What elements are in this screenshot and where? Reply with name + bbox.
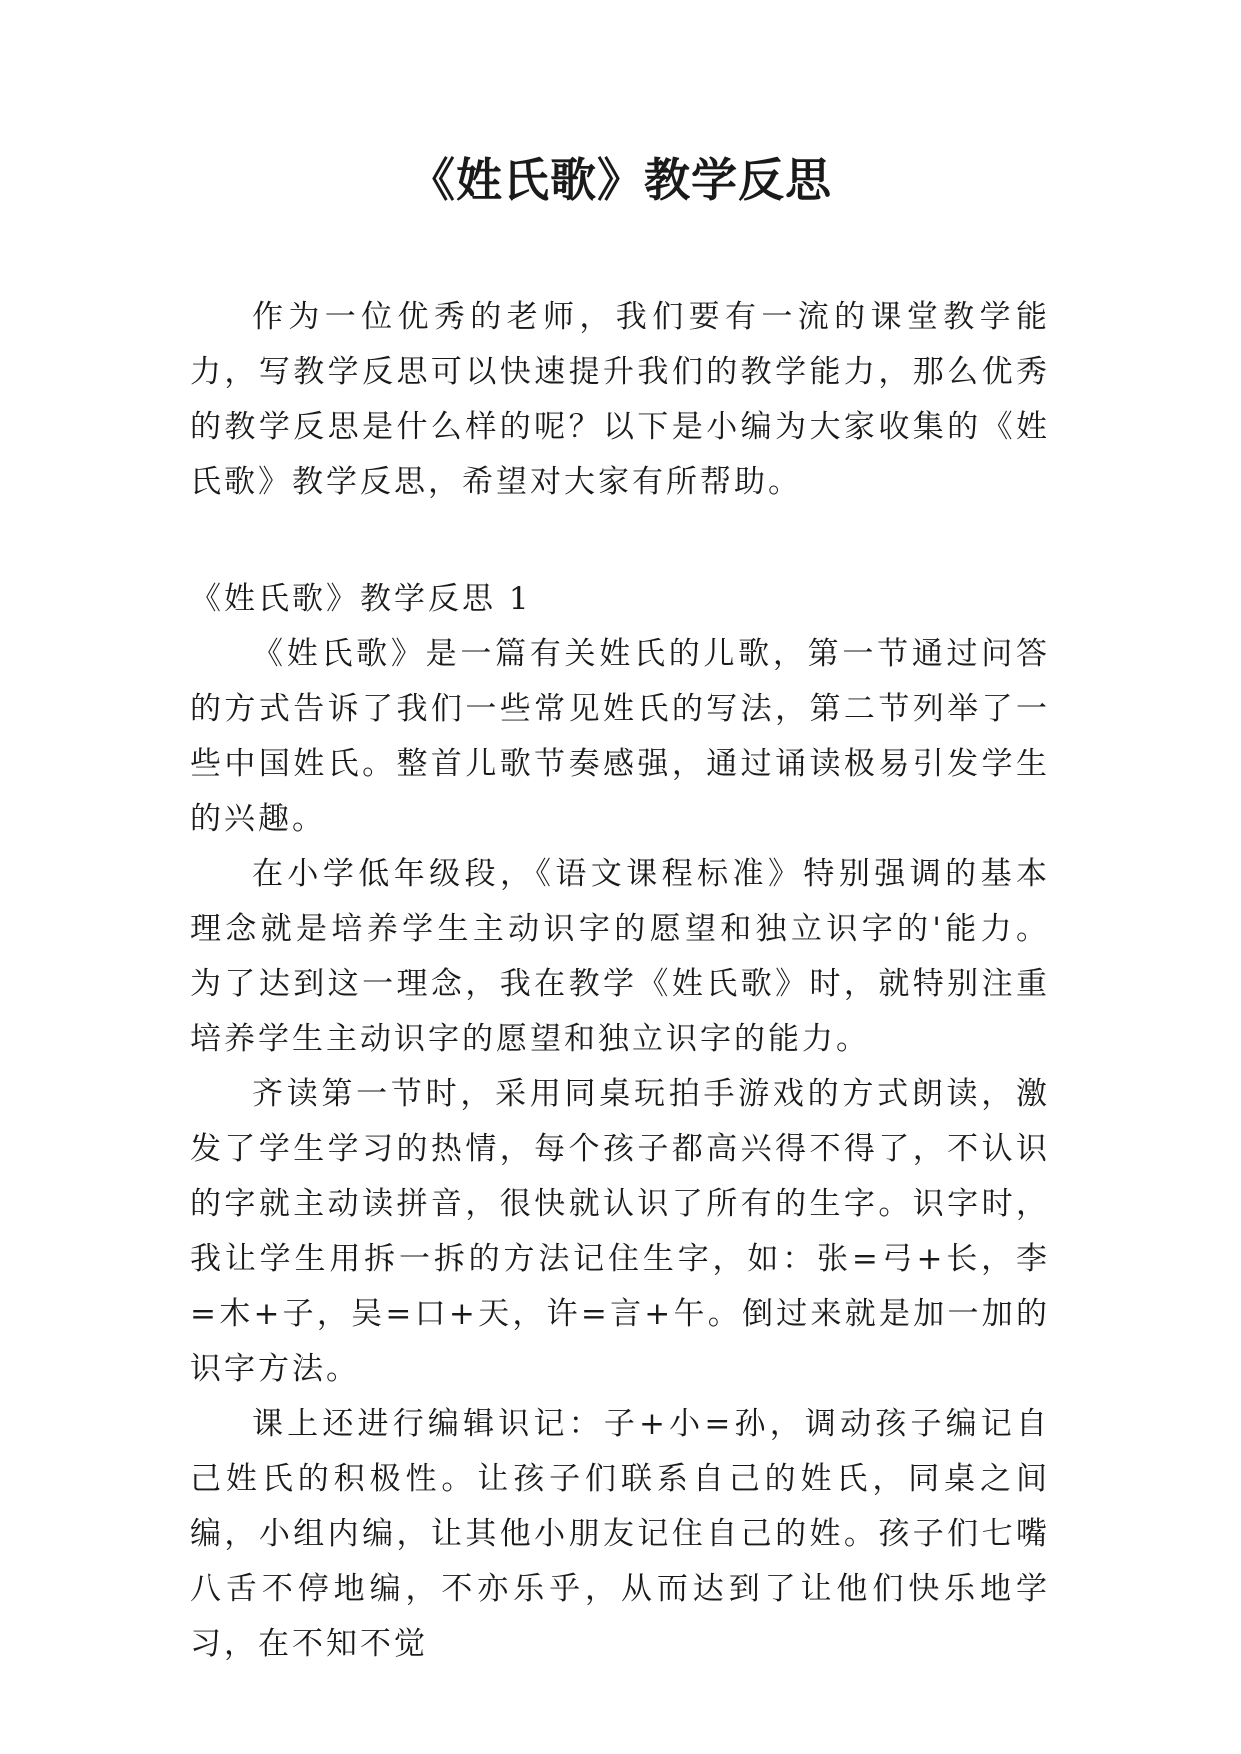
- body-paragraph: 课上还进行编辑识记：子+小=孙，调动孩子编记自己姓氏的积极性。让孩子们联系自己的姓氏，同桌之间编，小组内编，让其他小朋友记住自己的姓。孩子们七嘴八舌不停地编，不亦乐乎，从而达到了让他们快乐地学习，在不知不觉: [190, 1406, 1050, 1662]
- intro-paragraph: 作为一位优秀的老师，我们要有一流的课堂教学能力，写教学反思可以快速提升我们的教学能力，那么优秀的教学反思是什么样的呢？以下是小编为大家收集的《姓氏歌》教学反思，希望对大家有所帮助。: [190, 299, 1050, 500]
- document-title: 《姓氏歌》教学反思: [409, 153, 832, 207]
- body-paragraph: 《姓氏歌》是一篇有关姓氏的儿歌，第一节通过问答的方式告诉了我们一些常见姓氏的写法，第二节列举了一些中国姓氏。整首儿歌节奏感强，通过诵读极易引发学生的兴趣。: [190, 636, 1050, 837]
- body-paragraph: 齐读第一节时，采用同桌玩拍手游戏的方式朗读，激发了学生学习的热情，每个孩子都高兴得不得了，不认识的字就主动读拼音，很快就认识了所有的生字。识字时，我让学生用拆一拆的方法记住生字，如：张=弓+长，李=木+子，吴=口+天，许=言+午。倒过来就是加一加的识字方法。: [190, 1076, 1050, 1387]
- document-body: [190, 290, 1050, 1672]
- section-heading: 《姓氏歌》教学反思 1: [190, 581, 532, 617]
- body-paragraph: 在小学低年级段，《语文课程标准》特别强调的基本理念就是培养学生主动识字的愿望和独立识字的'能力。为了达到这一理念，我在教学《姓氏歌》时，就特别注重培养学生主动识字的愿望和独立识字的能力。: [190, 856, 1050, 1057]
